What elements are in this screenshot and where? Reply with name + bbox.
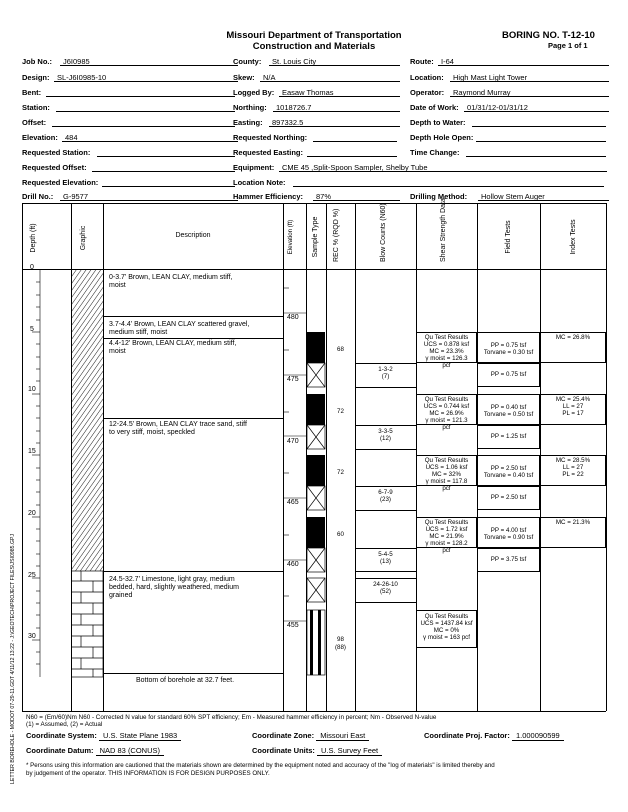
- logged-by-field: [233, 88, 334, 97]
- depth-label: 15: [28, 448, 36, 455]
- req-elevation-field: [22, 178, 98, 187]
- req-offset-label: Requested Offset:: [22, 163, 87, 172]
- layer-boundary: [103, 418, 283, 419]
- req-elevation-value: [102, 178, 235, 187]
- table-right-border: [606, 203, 607, 711]
- rec-value: 72: [337, 469, 344, 476]
- layer-boundary: [103, 571, 283, 572]
- route-label: Route:: [410, 57, 434, 66]
- layer-description: 12-24.5' Brown, LEAN CLAY trace sand, stiff to very stiff, moist, speckled: [109, 421, 247, 436]
- location-field: [410, 73, 528, 82]
- layer-boundary: [103, 673, 283, 674]
- depth-label: 20: [28, 510, 36, 517]
- depth-label: 25: [28, 572, 36, 579]
- field-test: PP = 4.00 tsf Torvane = 0.90 tsf: [483, 527, 534, 541]
- northing-value: 1018726.7: [273, 103, 400, 112]
- county-label: County:: [233, 57, 262, 66]
- bent-value: [46, 88, 235, 97]
- col-header-rec: REC % (RQD %): [333, 208, 340, 262]
- layer-boundary: [103, 316, 283, 317]
- northing-label: Northing:: [233, 103, 267, 112]
- easting-label: Easting:: [233, 118, 263, 127]
- hammer-efficiency-label: Hammer Efficiency:: [233, 192, 304, 201]
- field-test: PP = 0.75 tsf Torvane = 0.30 tsf: [483, 342, 534, 356]
- time-change-label: Time Change:: [410, 148, 460, 157]
- col-header-blow-counts: Blow Counts (N60): [380, 203, 387, 262]
- blow-row-line: [355, 548, 416, 549]
- northing-field: [233, 103, 312, 112]
- index-test: MC = 26.8%: [555, 334, 591, 341]
- offset-field: [22, 118, 46, 127]
- agency-title: Missouri Department of Transportation: [226, 30, 402, 41]
- depth-label: 5: [30, 326, 34, 333]
- shear-data: Qu Test Results UCS = 0.744 ksf MC = 26.9% γ moist = 121.3 pcf: [423, 396, 470, 431]
- col-divider-description: [103, 203, 104, 711]
- shear-data: Qu Test Results UCS = 1.06 ksf MC = 32% γ moist = 117.8 pcf: [424, 457, 469, 492]
- depth-ruler: [22, 270, 72, 712]
- equipment-label: Equipment:: [233, 163, 275, 172]
- assumed-note: (1) = Assumed, (2) = Actual: [26, 721, 103, 728]
- location-value: High Mast Light Tower: [450, 73, 609, 82]
- location-note-field: [233, 178, 286, 187]
- elevation-label: 455: [287, 622, 299, 629]
- req-station-field: [22, 148, 90, 157]
- req-easting-label: Requested Easting:: [233, 148, 304, 157]
- elevation-label: 460: [287, 561, 299, 568]
- blow-row-line: [355, 425, 416, 426]
- operator-field: [410, 88, 511, 97]
- rec-value: 60: [337, 531, 344, 538]
- field-test: PP = 3.75 tsf: [490, 556, 527, 563]
- layer-boundary: [103, 338, 283, 339]
- coordinate-datum-label: Coordinate Datum:: [26, 746, 94, 755]
- depth-label: 0: [30, 264, 34, 271]
- drilling-method-value: Hollow Stem Auger: [478, 192, 609, 201]
- design-value: SL-J6I0985-10: [54, 73, 238, 82]
- field-test: PP = 2.50 tsf: [490, 494, 527, 501]
- county-value: St. Louis City: [269, 57, 400, 66]
- depth-hole-field: [410, 133, 473, 142]
- elevation-field: [22, 133, 78, 142]
- blow-count: 3-3-5 (12): [378, 428, 393, 442]
- operator-value: Raymond Murray: [450, 88, 609, 97]
- col-header-field-tests: Field Tests: [505, 220, 512, 254]
- req-station-label: Requested Station:: [22, 148, 91, 157]
- blow-row-line: [355, 363, 416, 364]
- req-offset-field: [22, 163, 87, 172]
- index-test: MC = 28.5% LL = 27 PL = 22: [555, 457, 591, 478]
- shelby-tube-sample: [307, 517, 325, 548]
- coordinate-system-label: Coordinate System:: [26, 731, 97, 740]
- table-top-border: [22, 203, 606, 204]
- hammer-efficiency-value: 87%: [313, 192, 400, 201]
- depth-water-value: [472, 118, 606, 127]
- elevation-label: 475: [287, 376, 299, 383]
- hammer-efficiency-field: [233, 192, 332, 201]
- easting-value: 897332.5: [269, 118, 400, 127]
- coordinate-factor-value: 1.000090599: [512, 731, 564, 741]
- req-offset-value: [92, 163, 235, 172]
- depth-water-label: Depth to Water:: [410, 118, 466, 127]
- elevation-label: 465: [287, 499, 299, 506]
- file-path-side-text: LETTER BOREHOLE - MODOT 07-29-11.GDT 4/11/12 13:22 - J:\GEOTECH\PROJECT FILES\JSI0985.GPJ: [10, 533, 16, 784]
- field-test: PP = 0.40 tsf Torvane = 0.50 tsf: [483, 404, 534, 418]
- station-field: [22, 103, 50, 112]
- skew-field: [233, 73, 276, 82]
- location-note-label: Location Note:: [233, 178, 286, 187]
- design-field: [22, 73, 107, 82]
- station-label: Station:: [22, 103, 50, 112]
- elevation-label: Elevation:: [22, 133, 58, 142]
- req-elevation-label: Requested Elevation:: [22, 178, 99, 187]
- req-station-value: [97, 148, 235, 157]
- field-test: PP = 0.75 tsf: [490, 371, 527, 378]
- time-change-field: [410, 148, 459, 157]
- elevation-ruler: [283, 270, 306, 712]
- boring-number: BORING NO. T-12-10: [502, 30, 595, 41]
- county-field: [233, 57, 317, 66]
- skew-value: N/A: [260, 73, 400, 82]
- coordinate-units-label: Coordinate Units:: [252, 746, 315, 755]
- coordinate-factor: [424, 731, 564, 740]
- location-note-value: [293, 178, 604, 187]
- layer-description: 3.7-4.4' Brown, LEAN CLAY scattered gravel, medium stiff, moist: [109, 321, 250, 336]
- col-header-index-tests: Index Tests: [570, 219, 577, 255]
- blow-row-line: [355, 571, 416, 572]
- field-test: PP = 1.25 tsf: [490, 433, 527, 440]
- shelby-tube-sample: [307, 394, 325, 425]
- col-header-description: Description: [175, 232, 211, 239]
- sample-type-column: [306, 270, 326, 712]
- drill-no-value: G-9577: [60, 192, 238, 201]
- equipment-field: [233, 163, 428, 172]
- blow-count: 24-26-10 (52): [373, 581, 398, 595]
- req-northing-value: [313, 133, 397, 142]
- blow-row-line: [355, 578, 416, 579]
- blow-row-line: [355, 449, 416, 450]
- rec-value: (88): [334, 644, 346, 651]
- depth-label: 30: [28, 633, 36, 640]
- job-no-field: [22, 57, 90, 66]
- rec-value: 72: [337, 408, 344, 415]
- route-value: I-64: [438, 57, 609, 66]
- easting-field: [233, 118, 304, 127]
- bent-label: Bent:: [22, 88, 42, 97]
- coordinate-zone-value: Missouri East: [316, 731, 369, 741]
- index-test: MC = 25.4% LL = 27 PL = 17: [555, 396, 591, 417]
- col-header-sample-type: Sample Type: [312, 216, 319, 258]
- blow-row-line: [355, 387, 416, 388]
- logged-by-label: Logged By:: [233, 88, 275, 97]
- field-test: PP = 2.50 tsf Torvane = 0.40 tsf: [483, 465, 534, 479]
- shear-data: Qu Test Results UCS = 1437.84 ksf MC = 0% γ moist = 163 pcf: [420, 613, 473, 641]
- time-change-value: [466, 148, 606, 157]
- station-value: [56, 103, 235, 112]
- offset-label: Offset:: [22, 118, 47, 127]
- col-header-graphic: Graphic: [80, 225, 87, 251]
- coordinate-units: [252, 746, 382, 755]
- bent-field: [22, 88, 41, 97]
- coordinate-units-value: U.S. Survey Feet: [317, 746, 382, 756]
- skew-label: Skew:: [233, 73, 255, 82]
- coordinate-system-value: U.S. State Plane 1983: [99, 731, 181, 741]
- coordinate-system: [26, 731, 181, 740]
- elevation-label: 470: [287, 438, 299, 445]
- date-value: 01/31/12-01/31/12: [464, 103, 609, 112]
- req-northing-field: [233, 133, 307, 142]
- layer-description: 24.5-32.7' Limestone, light gray, medium bedded, hard, slightly weathered, medium grained: [109, 576, 239, 599]
- elevation-label: 480: [287, 314, 299, 321]
- drill-no-field: [22, 192, 89, 201]
- coordinate-zone: [252, 731, 369, 740]
- date-label: Date of Work:: [410, 103, 459, 112]
- blow-row-line: [355, 602, 416, 603]
- shear-data: Qu Test Results UCS = 0.878 ksf MC = 23.3% γ moist = 126.3 pcf: [423, 334, 470, 369]
- page-number: Page 1 of 1: [548, 41, 588, 50]
- logged-by-value: Easaw Thomas: [279, 88, 400, 97]
- blow-row-line: [355, 486, 416, 487]
- design-label: Design:: [22, 73, 50, 82]
- drilling-method-label: Drilling Method:: [410, 192, 468, 201]
- coordinate-datum-value: NAD 83 (CONUS): [96, 746, 164, 756]
- depth-water-field: [410, 118, 466, 127]
- col-header-shear: Shear Strength Data: [440, 198, 447, 262]
- coordinate-zone-label: Coordinate Zone:: [252, 731, 315, 740]
- col-divider-rec: [326, 203, 327, 711]
- depth-label: 10: [28, 386, 36, 393]
- blow-count: 6-7-9 (23): [378, 489, 393, 503]
- layer-description: 0-3.7' Brown, LEAN CLAY, medium stiff, moist: [109, 274, 233, 289]
- coordinate-datum: [26, 746, 164, 755]
- n60-note: N60 = (Em/60)Nm N60 - Corrected N value for standard 60% SPT efficiency; Em - Measured hammer efficiency in percent; Nm - Observed N-value: [26, 714, 437, 721]
- req-easting-field: [233, 148, 303, 157]
- date-field: [410, 103, 528, 112]
- division-title: Construction and Materials: [252, 41, 376, 52]
- req-easting-value: [307, 148, 397, 157]
- rock-core-sample: [307, 610, 325, 675]
- depth-hole-label: Depth Hole Open:: [410, 133, 474, 142]
- route-field: [410, 57, 454, 66]
- shelby-tube-sample: [307, 332, 325, 363]
- layer-description: 4.4-12' Brown, LEAN CLAY, medium stiff, moist: [109, 340, 237, 355]
- job-no-value: J6I0985: [60, 57, 238, 66]
- col-header-depth: Depth (ft): [30, 223, 37, 253]
- drilling-method-field: [410, 192, 545, 201]
- shear-data: Qu Test Results UCS = 1.72 ksf MC = 21.9% γ moist = 128.2 pcf: [424, 519, 469, 554]
- depth-hole-value: [476, 133, 606, 142]
- index-test: MC = 21.3%: [555, 519, 591, 526]
- blow-count: 1-3-2 (7): [378, 366, 393, 380]
- disclaimer-line-2: by judgement of the operator. THIS INFORMATION IS FOR DESIGN PURPOSES ONLY.: [26, 770, 270, 777]
- blow-row-line: [355, 510, 416, 511]
- rec-value: 98: [337, 636, 344, 643]
- blow-count: 5-4-5 (13): [378, 551, 393, 565]
- col-divider-blow: [355, 203, 356, 711]
- operator-label: Operator:: [410, 88, 445, 97]
- layer-description: Bottom of borehole at 32.7 feet.: [136, 677, 235, 684]
- equipment-value: CME 45 ,Split-Spoon Sampler, Shelby Tube: [279, 163, 607, 172]
- location-label: Location:: [410, 73, 444, 82]
- job-no-label: Job No.:: [22, 57, 52, 66]
- col-header-elevation: Elevation (ft): [287, 219, 294, 255]
- req-northing-label: Requested Northing:: [233, 133, 308, 142]
- soil-graphic-column: [71, 270, 103, 712]
- shelby-tube-sample: [307, 455, 325, 486]
- elevation-value: 484: [62, 133, 238, 142]
- rec-value: 68: [337, 346, 344, 353]
- drill-no-label: Drill No.:: [22, 192, 54, 201]
- offset-value: [52, 118, 235, 127]
- disclaimer-line-1: * Persons using this information are cautioned that the materials shown are determined by the equipment noted and accuracy of the "log of materials" is limited thereby and: [26, 762, 495, 769]
- coordinate-factor-label: Coordinate Proj. Factor:: [424, 731, 510, 740]
